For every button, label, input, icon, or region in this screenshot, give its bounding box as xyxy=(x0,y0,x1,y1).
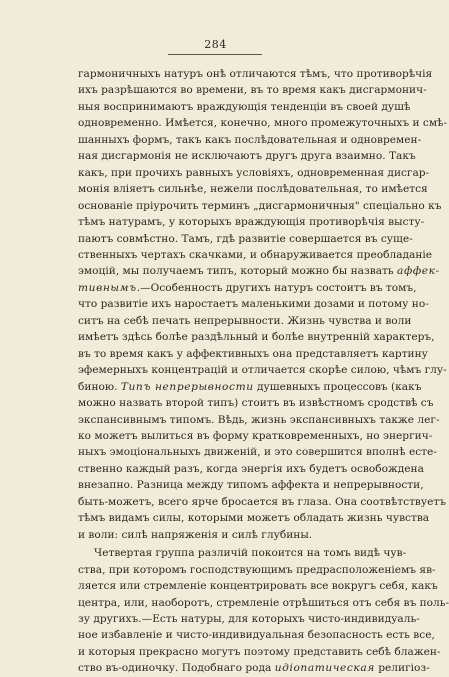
text-line: ко можетъ вылиться въ форму кратковременныхъ, но энергич- xyxy=(78,429,433,442)
text-line: эфемерныхъ концентрацій и отличается скорѣе силою, чѣмъ глу- xyxy=(78,364,447,377)
text-line: зу другихъ.—Есть натуры, для которыхъ чисто-индивидуаль- xyxy=(78,612,420,625)
text-line: ственно каждый разъ, когда энергія ихъ будетъ освобождена xyxy=(78,462,424,475)
text-line: ная дисгармонія не исключаютъ другъ друга взаимно. Такъ xyxy=(78,150,416,163)
text-line: одновременно. Имѣется, конечно, много промежуточныхъ и смѣ- xyxy=(78,117,448,130)
text-line: быть-можетъ, всего ярче бросается въ глаза. Она соотвѣтствуетъ xyxy=(78,495,447,508)
paragraph-2 xyxy=(78,545,449,677)
text-line: ство въ-одиночку. Подобнаго рода идіопатическая религіоз- xyxy=(78,662,430,675)
text-line: паютъ совмѣстно. Тамъ, гдѣ развитіе совершается въ суще- xyxy=(78,232,413,245)
text-line: центра, или, наоборотъ, стремленіе отрѣшиться отъ себя въ поль- xyxy=(78,596,449,609)
emphasized-text: Типъ непрерывности xyxy=(120,380,254,393)
text-line: ситъ на себѣ печать непрерывности. Жизнь чувства и воли xyxy=(78,314,412,327)
text-line: какъ, при прочихъ равныхъ условіяхъ, одновременная дисгар- xyxy=(78,166,430,179)
text-line: тивнымъ.—Особенность другихъ натуръ состоитъ въ томъ, xyxy=(78,281,417,294)
text-line: основаніе пріурочить терминъ „дисгармоничныя" спеціально къ xyxy=(78,199,442,212)
text-line: внезапно. Разница между типомъ аффекта и непрерывности, xyxy=(78,479,424,492)
text-line: и которыя прекрасно могутъ поэтому представить себѣ блажен- xyxy=(78,645,441,658)
text-line: ныхъ эмоціональныхъ движеній, и это совершится вполнѣ есте- xyxy=(78,446,437,459)
text-line: можно назвать второй типъ) стоитъ въ извѣстномъ сродствѣ съ xyxy=(78,397,434,410)
text-line: что развитіе ихъ наростаетъ маленькими дозами и потому но- xyxy=(78,298,429,311)
emphasized-text: тивнымъ xyxy=(78,281,137,294)
text-line: шанныхъ формъ, такъ какъ послѣдовательная и одновремен- xyxy=(78,133,422,146)
text-line: въ то время какъ у аффективныхъ она представляетъ картину xyxy=(78,347,428,360)
header-rule xyxy=(168,54,262,55)
emphasized-text: аффек- xyxy=(397,265,440,278)
text-line: ихъ разрѣшаются во времени, въ то время какъ дисгармонич- xyxy=(78,84,427,97)
text-line: имѣетъ здѣсь болѣе раздѣльный и болѣе внутренній характеръ, xyxy=(78,331,435,344)
paragraph-1 xyxy=(78,66,448,543)
text-line: Четвертая группа различій покоится на томъ видѣ чув- xyxy=(94,547,407,560)
text-line: тѣмъ натурамъ, у которыхъ враждующія противорѣчія высту- xyxy=(78,216,425,229)
text-line: гармоничныхъ натуръ онѣ отличаются тѣмъ, что противорѣчія xyxy=(78,68,433,80)
text-line: ственныхъ чертахъ скачками, и обнаруживается преобладаніе xyxy=(78,248,433,261)
text-line: биною. Типъ непрерывности душевныхъ процессовъ (какъ xyxy=(78,380,422,393)
text-body xyxy=(78,66,449,677)
text-line: экспансивнымъ типомъ. Вѣдь, жизнь экспансивныхъ также лег- xyxy=(78,413,440,426)
page-number: 284 xyxy=(204,38,227,51)
text-line: эмоцій, мы получаемъ типъ, который можно бы назвать аффек- xyxy=(78,265,440,278)
text-line: ства, при которомъ господствующимъ предрасположеніемъ яв- xyxy=(78,563,436,576)
text-line: ное избавленіе и чисто-индивидуальная безопасность есть все, xyxy=(78,629,435,642)
text-line: и воли: силѣ напряженія и силѣ глубины. xyxy=(78,528,313,541)
text-line: монія вліяетъ сильнѣе, нежели послѣдовательная, то имѣется xyxy=(78,183,428,196)
text-line: тѣмъ видамъ силы, которыми можетъ обладать жизнь чувства xyxy=(78,512,430,525)
emphasized-text: идіопатическая xyxy=(274,662,375,675)
text-line: ляется или стремленіе концентрировать все вокругъ себя, какъ xyxy=(78,580,438,593)
text-line: ныя воспринимаютъ враждующія тенденціи въ своей душѣ xyxy=(78,100,411,113)
